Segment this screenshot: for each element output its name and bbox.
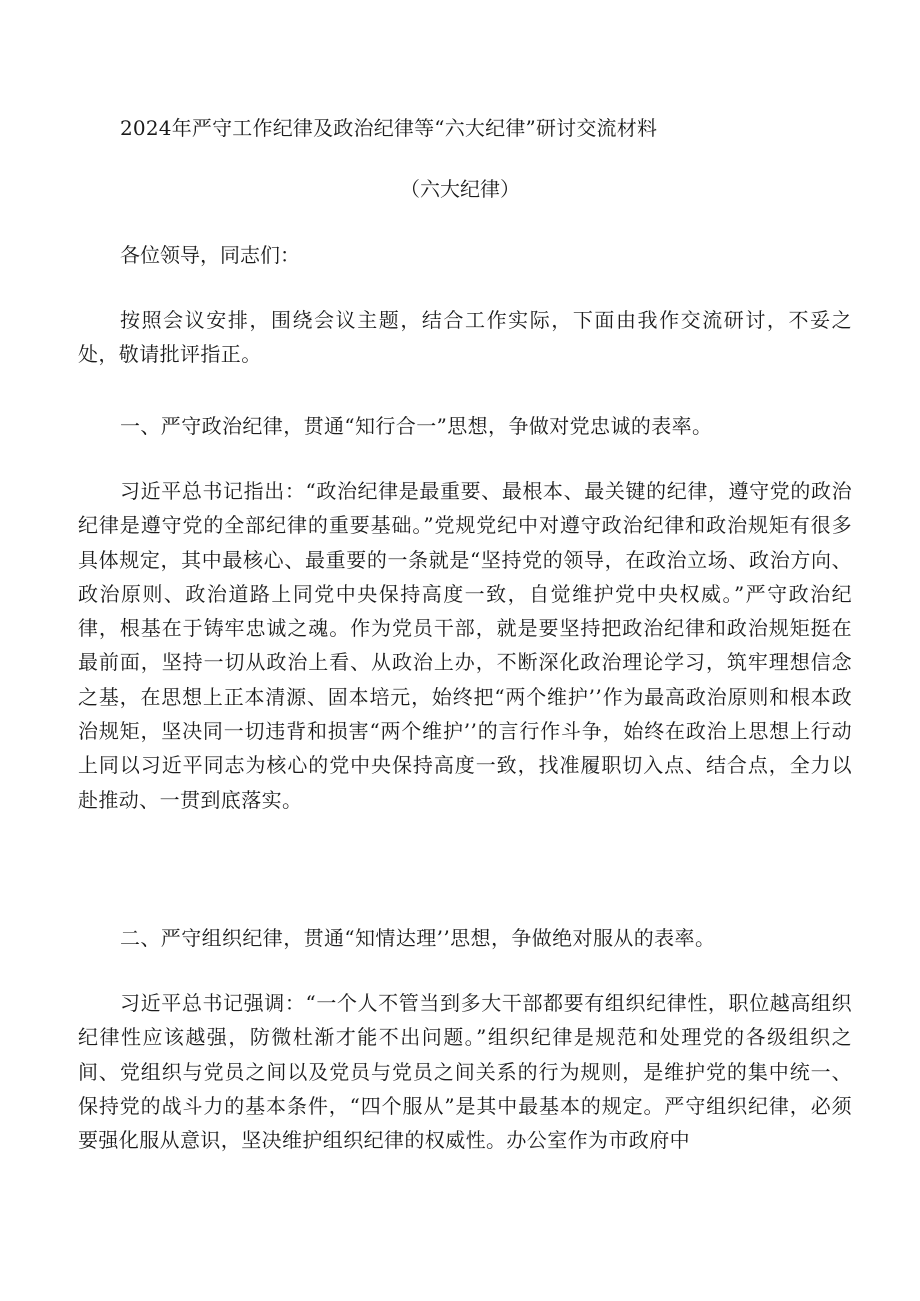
- section-2-body: 习近平总书记强调：“一个人不管当到多大干部都要有组织纪律性，职位越高组织纪律性应该越强，防微杜渐才能不出问题。”组织纪律是规范和处理党的各级组织之间、党组织与党员之间以及党员与党员之间关系的行为规则，是维护党的集中统一、保持党的战斗力的基本条件，“四个服从”是其中最基本的规定。严守组织纪律，必须要强化服从意识，坚决维护组织纪律的权威性。办公室作为市政府中: [78, 991, 852, 1153]
- document-title: 2024年严守工作纪律及政治纪律等“六大纪律”研讨交流材料: [120, 116, 658, 140]
- greeting: 各位领导，同志们：: [120, 243, 300, 267]
- document-subtitle: （六大纪律）: [400, 177, 520, 201]
- section-1-heading: 一、严守政治纪律，贯通“知行合一”思想，争做对党忠诚的表率。: [120, 414, 713, 438]
- section-1-body: 习近平总书记指出：“政治纪律是最重要、最根本、最关键的纪律，遵守党的政治纪律是遵守党的全部纪律的重要基础。”党规党纪中对遵守政治纪律和政治规矩有很多具体规定，其中最核心、最重要的一条就是“坚持党的领导，在政治立场、政治方向、政治原则、政治道路上同党中央保持高度一致，自觉维护党中央权威。”严守政治纪律，根基在于铸牢忠诚之魂。作为党员干部，就是要坚持把政治纪律和政治规矩挺在最前面，坚持一切从政治上看、从政治上办，不断深化政治理论学习，筑牢理想信念之基，在思想上正本清源、固本培元，始终把“两个维护’’作为最高政治原则和根本政治规矩，坚决同一切违背和损害“两个维护’’的言行作斗争，始终在政治上思想上行动上同以习近平同志为核心的党中央保持高度一致，找准履职切入点、结合点，全力以赴推动、一贯到底落实。: [78, 479, 852, 812]
- section-2-heading: 二、严守组织纪律，贯通“知情达理’’思想，争做绝对服从的表率。: [120, 926, 716, 950]
- intro-paragraph: 按照会议安排，围绕会议主题，结合工作实际，下面由我作交流研讨，不妥之处，敬请批评指正。: [78, 308, 852, 367]
